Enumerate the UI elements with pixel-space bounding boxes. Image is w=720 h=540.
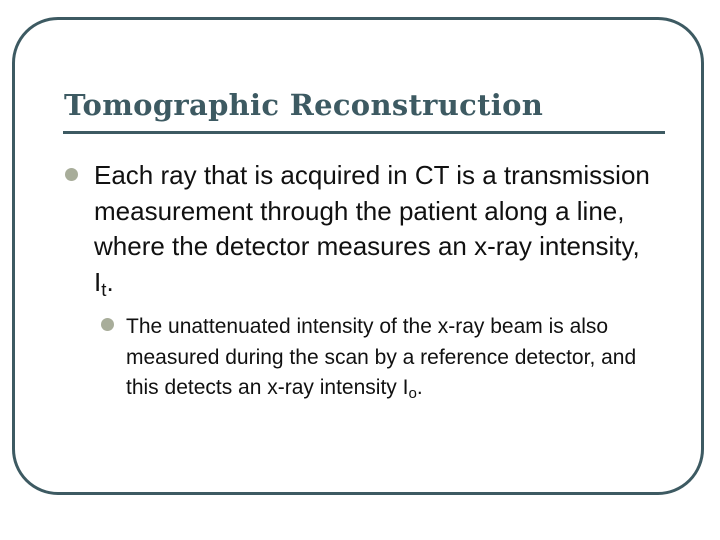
title-underline [63,131,665,134]
bullet-dot-icon [65,168,78,181]
bullet-text-primary [94,158,654,300]
bullet-primary-body: Each ray that is acquired in CT is a transmission measurement through the patient along a line, where the detector measures an x-ray intensity, I [94,160,650,297]
bullet-primary-suffix: . [106,266,114,297]
sub-bullet-dot-icon [101,318,114,331]
bullet-secondary-suffix: . [416,376,423,399]
intensity-subscript-t: t [101,278,107,300]
intensity-subscript-o: o [408,385,417,403]
bullet-text-secondary [126,312,666,404]
slide-title: Tomographic Reconstruction [64,88,544,122]
bullet-secondary-body: The unattenuated intensity of the x-ray beam is also measured during the scan by a reference detector, and this detects an x-ray intensity I [126,315,637,399]
